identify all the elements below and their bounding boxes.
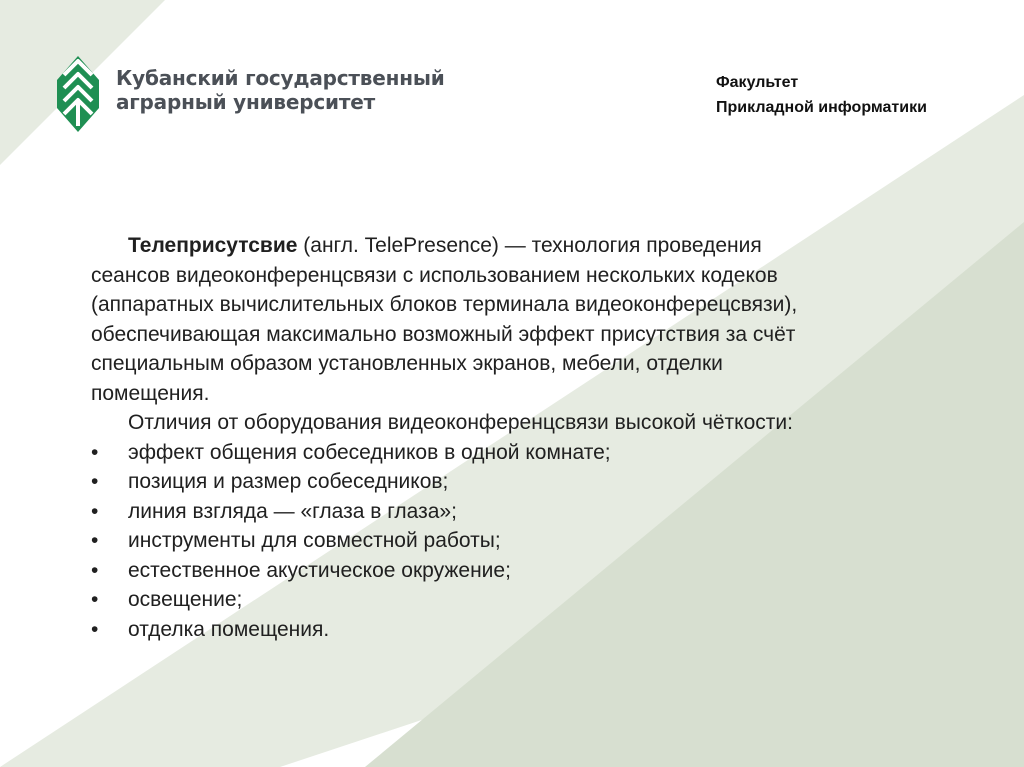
bullet-icon: •	[91, 617, 99, 641]
faculty-line-2: Прикладной информатики	[716, 99, 927, 116]
bullet-icon: •	[91, 440, 99, 464]
university-leaf-logo-icon	[57, 56, 99, 132]
definition-line-1-rest: (англ. TelePresence) — технология проведения	[297, 234, 762, 257]
slide-body	[91, 231, 991, 644]
list-item-text: освещение;	[128, 588, 243, 611]
bullet-icon: •	[91, 529, 99, 552]
definition-line-2: сеансов видеоконференцсвязи с использованием нескольких кодеков	[91, 263, 778, 287]
list-item-text: отделка помещения.	[128, 617, 330, 641]
definition-term: Телеприсутсвие	[128, 234, 298, 257]
university-name-line-1: Кубанский государственный	[116, 66, 445, 90]
differences-intro: Отличия от оборудования видеоконференцсвязи высокой чёткости:	[128, 411, 793, 434]
faculty-title	[716, 70, 1006, 120]
list-item	[91, 615, 991, 645]
list-item	[91, 585, 991, 615]
list-item-text: линия взгляда — «глаза в глаза»;	[128, 499, 457, 523]
list-item-text: естественное акустическое окружение;	[128, 558, 511, 582]
list-item	[91, 467, 991, 497]
definition-line-6: помещения.	[91, 381, 210, 405]
list-item	[91, 526, 991, 556]
university-logo	[57, 56, 445, 132]
differences-list	[91, 438, 991, 645]
university-name	[116, 66, 445, 114]
bullet-icon: •	[91, 558, 99, 582]
list-item	[91, 556, 991, 586]
university-name-line-2: аграрный университет	[116, 90, 375, 114]
definition-line-5: специальным образом установленных экранов, мебели, отделки	[91, 352, 723, 375]
definition-line-4: обеспечивающая максимально возможный эффект присутствия за счёт	[91, 322, 796, 346]
definition-line-3: (аппаратных вычислительных блоков терминала видеоконферецсвязи),	[91, 293, 798, 316]
faculty-line-1: Факультет	[716, 74, 799, 91]
bullet-icon: •	[91, 588, 99, 611]
list-item-text: позиция и размер собеседников;	[128, 470, 449, 493]
list-item-text: инструменты для совместной работы;	[128, 529, 501, 552]
definition-line-1	[91, 231, 991, 261]
bullet-icon: •	[91, 470, 99, 493]
list-item-text: эффект общения собеседников в одной комнате;	[128, 440, 611, 464]
bullet-icon: •	[91, 499, 99, 523]
list-item	[91, 497, 991, 527]
definition-paragraph	[91, 231, 991, 408]
list-item	[91, 438, 991, 468]
